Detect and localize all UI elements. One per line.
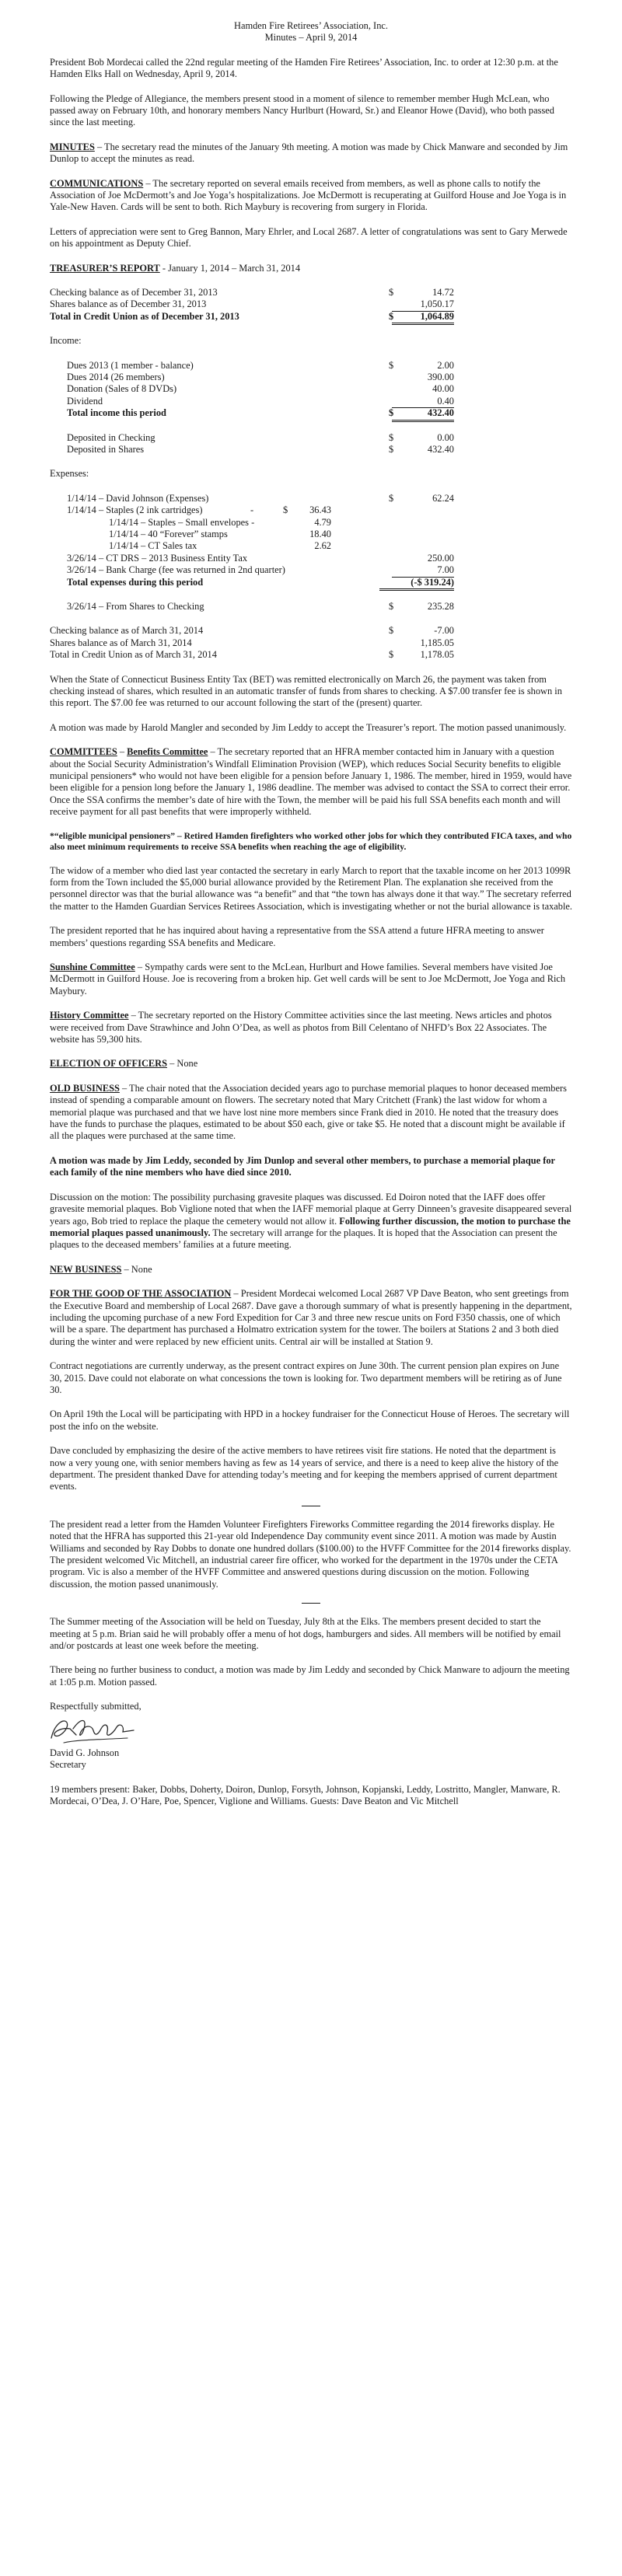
row-label: Total income this period: [67, 407, 166, 419]
call-to-order: President Bob Mordecai called the 22nd regular meeting of the Hamden Fire Retirees’ Association, Inc. to order at 12:30 p.m. at the Hamden Elks Hall on Wednesday, April 9, 2014.: [50, 56, 558, 80]
benefits-heading: Benefits Committee: [127, 746, 208, 758]
dollar-sign: $: [389, 287, 394, 298]
dollar-sign: $: [389, 407, 394, 419]
old-business-text: – The chair noted that the Association decided years ago to purchase memorial plaques to honor deceased members instead of spending a comparable amount on flowers. The secretary noted that Mary Critchett (Frank) the last widow for whom a memorial plaque was purchased and that we have lost nine more members since Frank died in 2010. He noted that the treasury does have the funds to purchase the plaques, estimated to be about $50 each, give or take $5. He noted that a discount might be available if all the plaques were purchased at the same time.: [50, 1082, 567, 1142]
table-row: [50, 287, 572, 298]
communications-section: [50, 178, 572, 214]
table-row-total: [50, 577, 572, 588]
dollar-sign: $: [389, 359, 394, 371]
benefits-text: – The secretary reported that an HFRA member contacted him in January with a question about the Social Security Administration’s Windfall Elimination Provision (WEP), which reduces Social Security benefits to eligible municipal pensioners* who would not have been eligible for a pension before January 1, 1986. The member, hired in 1959, would have been eligible for a pension long before the January 1, 1986 deadline. The member was advised to contact the SSA to correct their error. Once the SSA confirms the member’s date of hire with the Town, the member will be paid his full SSA benefits each month and will receive payment for all past benefits that were improperly withheld.: [50, 746, 572, 818]
row-label: Checking balance as of March 31, 2014: [50, 625, 204, 637]
row-amount: 390.00: [427, 372, 454, 383]
table-row: [50, 649, 572, 661]
expenses-table: [50, 493, 572, 588]
row-label: 1/14/14 – 40 “Forever” stamps: [109, 528, 228, 539]
row-label: Total in Credit Union as of December 31, 2013: [50, 310, 239, 322]
retiree-visits-paragraph: Dave concluded by emphasizing the desire of the active members to have retirees visit fire stations. He noted that the department is now a very young one, with senior members having as few as 14 years of service, and there is a need to keep alive the history of the department. The president thanked Dave for attending today’s meeting and for keeping the members apprised of current department events.: [50, 1445, 559, 1492]
sunshine-heading: Sunshine Committee: [50, 962, 135, 972]
row-label: Dues 2013 (1 member - balance): [67, 359, 194, 371]
letters-paragraph: Letters of appreciation were sent to Greg Bannon, Mary Ehrler, and Local 2687. A letter of congratulations was sent to Gary Merwede on his appointment as Deputy Chief.: [50, 225, 568, 250]
treasurer-period: - January 1, 2014 – March 31, 2014: [159, 262, 301, 274]
row-subamount: 18.40: [309, 528, 331, 539]
row-label: 1/14/14 – David Johnson (Expenses): [67, 492, 209, 504]
table-row: [50, 637, 572, 649]
treasurer-heading-line: [50, 263, 572, 274]
table-row-total: [50, 407, 572, 419]
row-label: Dividend: [67, 395, 103, 407]
plaque-motion: A motion was made by Jim Leddy, seconded by Jim Dunlop and several other members, to purchase a memorial plaque for each family of the nine members who have died since 2010.: [50, 1154, 555, 1178]
history-section: [50, 1010, 572, 1045]
income-table: [50, 360, 572, 420]
row-amount: 1,064.89: [392, 311, 454, 325]
history-heading: History Committee: [50, 1010, 129, 1021]
dollar-sign: $: [389, 431, 394, 443]
dollar-sign: $: [389, 625, 394, 637]
treasurer-motion: A motion was made by Harold Mangler and seconded by Jim Leddy to accept the Treasurer’s report. The motion passed unanimously.: [50, 721, 567, 733]
table-row: [50, 504, 572, 516]
new-business-section: [50, 1264, 572, 1276]
closing-balances-table: [50, 625, 572, 661]
expenses-label: Expenses:: [50, 468, 89, 480]
organization-name: Hamden Fire Retirees’ Association, Inc.: [234, 20, 388, 31]
fireworks-paragraph: The president read a letter from the Hamden Volunteer Firefighters Fireworks Committee regarding the 2014 fireworks display. He noted that the HFRA has supported this 21-year old Independence Day community event since 2011. A motion was made by Austin Williams and seconded by Ray Dobbs to donate one hundred dollars ($100.00) to the HVFF Committee for the 2014 fireworks display. The president welcomed Vic Mitchell, an industrial career fire officer, who worked for the department in the 1970s under the CETA program. Vic is also a member of the HVFF Committee and answered questions during discussion on the motion. Following discussion, the motion passed unanimously.: [50, 1518, 571, 1590]
new-business-heading: NEW BUSINESS: [50, 1263, 122, 1275]
attendance-paragraph: 19 members present: Baker, Dobbs, Doherty, Doiron, Dunlop, Forsyth, Johnson, Kopjanski, Leddy, Lostritto, Mangler, Manware, R. Mordecai, O’Dea, J. O’Hare, Poe, Spencer, Viglione and Williams. Guests: Dave Beaton and Vic Mitchell: [50, 1783, 561, 1806]
pledge-and-silence: Following the Pledge of Allegiance, the members present stood in a moment of silence to remember member Hugh McLean, who passed away on February 10th, and honorary members Nancy Hurlburt (Howard, Sr.) and Eleanor Howe (David), who both passed since the last meeting.: [50, 92, 554, 128]
summer-meeting-paragraph: The Summer meeting of the Association will be held on Tuesday, July 8th at the Elks. The members present decided to start the meeting at 5 p.m. Brian said he will probably offer a menu of hot dogs, hamburgers and sides. All members will be notified by email and/or postcards at least one week before the meeting.: [50, 1616, 561, 1652]
communications-heading: COMMUNICATIONS: [50, 177, 144, 189]
plaque-discussion: [50, 1192, 572, 1251]
election-text: – None: [167, 1058, 198, 1070]
secretary-title: Secretary: [50, 1759, 86, 1771]
good-of-association-section: [50, 1288, 572, 1348]
section-divider: [302, 1603, 320, 1604]
row-subamount: 2.62: [314, 540, 331, 552]
row-label: Shares balance as of March 31, 2014: [50, 637, 192, 648]
row-subamount: 4.79: [314, 516, 331, 528]
table-row: [50, 564, 572, 576]
row-amount: 250.00: [427, 552, 454, 564]
table-row: [50, 625, 572, 637]
row-dash: -: [250, 504, 254, 516]
secretary-name: David G. Johnson: [50, 1747, 120, 1758]
row-amount: -7.00: [434, 625, 454, 637]
ssa-representative-paragraph: The president reported that he has inquired about having a representative from the SSA attend a future HFRA meeting to answer members’ questions regarding SSA benefits and Medicare.: [50, 925, 544, 948]
row-label: Dues 2014 (26 members): [67, 372, 165, 383]
sunshine-section: [50, 962, 572, 997]
row-amount: 432.40: [427, 444, 454, 456]
document-body: [50, 20, 572, 1820]
dollar-sign: $: [389, 492, 394, 504]
row-amount: 40.00: [432, 383, 454, 395]
signature: [50, 1716, 572, 1747]
row-label: Deposited in Checking: [67, 431, 156, 443]
table-row: [50, 529, 572, 540]
committees-heading: COMMITTEES: [50, 746, 117, 758]
dollar-sign: $: [389, 444, 394, 456]
communications-text: – The secretary reported on several emails received from members, as well as phone calls to notify the Association of Joe McDermott’s and Joe Yoga’s hospitalizations. Joe McDermott is recuperating at Guilford House and Joe Yoga is in Yale-New Haven. Cards will be sent to both. Rich Maybury is recovering from surgery in Florida.: [50, 177, 567, 213]
widow-paragraph: The widow of a member who died last year contacted the secretary in early March to report that the taxable income on her 2013 1099R form from the Town included the $5,000 burial allowance provided by the Retirement Plan. The explanation she received from the personnel director was that the burial allowance was “a benefit” and that “the town has always done it that way.” The secretary referred the matter to the Hamden Guardian Services Retirees Association, which is investigating whether or not the burial allowance is taxable.: [50, 864, 572, 912]
row-amount: (-$ 319.24): [379, 577, 454, 591]
discussion-followup: The secretary will arrange for the plaques. It is hoped that the Association can present the plaques to the deceased members’ families at a future meeting.: [50, 1227, 557, 1251]
transfer-table: [50, 601, 572, 613]
table-row: [50, 540, 572, 552]
row-amount: 1,050.17: [392, 298, 454, 311]
table-row: [50, 360, 572, 372]
row-label: Total expenses during this period: [67, 576, 204, 588]
row-label: 3/26/14 – From Shares to Checking: [67, 600, 204, 612]
row-amount: 62.24: [432, 492, 454, 504]
pensioners-footnote: *“eligible municipal pensioners” – Retired Hamden firefighters who worked other jobs for which they contributed FICA taxes, and who also meet minimum requirements to receive SSA benefits when reaching the age of eligibility.: [50, 830, 572, 852]
row-label: Shares balance as of December 31, 2013: [50, 298, 207, 310]
adjournment-paragraph: There being no further business to conduct, a motion was made by Jim Leddy and seconded by Chick Manware to adjourn the meeting at 1:05 p.m. Motion passed.: [50, 1664, 570, 1688]
good-of-association-text: – President Mordecai welcomed Local 2687 VP Dave Beaton, who sent greetings from the Executive Board and membership of Local 2687. Dave gave a thorough summary of what is presently happening in the department, including the upcoming purchase of a new Ford Expedition for Car 3 and three new rescue units on Ford F350 chassis, one of which will be a spare. The department has purchased a Holmatro extrication system for the tower. The boilers at Stations 2 and 3 both died during the winter and were replaced by new efficient units. Central air will be installed at Station 9.: [50, 1288, 572, 1347]
table-row: [50, 553, 572, 564]
row-amount: 1,178.05: [420, 649, 454, 661]
table-row: [50, 383, 572, 395]
table-row: [50, 432, 572, 444]
minutes-heading: MINUTES: [50, 141, 95, 152]
respectfully-submitted: Respectfully submitted,: [50, 1701, 142, 1712]
row-label: 3/26/14 – CT DRS – 2013 Business Entity Tax: [67, 552, 248, 564]
old-business-section: [50, 1083, 572, 1143]
sunshine-text: – Sympathy cards were sent to the McLean, Hurlburt and Howe families. Several members have visited Joe McDermott in Guilford House. Joe is recovering from a broken hip. Get well cards will be sent to Joe McDermott, Joe Yoga and Rich Maybury.: [50, 962, 566, 997]
signature-scribble: [47, 1712, 140, 1747]
table-row: [50, 444, 572, 456]
row-label: Donation (Sales of 8 DVDs): [67, 383, 177, 395]
committees-section: COMMITTEES – Benefits Committee – The secretary reported that an HFRA member contacted him in January with a question about the Social Security Administration’s Windfall Elimination Provision (WEP), which reduces Social Security benefits to eligible municipal pensioners* who would not have been eligible for a pension before January 1, 1986. The member, hired in 1959, would have been eligible for a pension long before the January 1, 1986 deadline. The member was advised to contact the SSA to correct their error. Once the SSA confirms the member’s date of hire with the Town, the member will be paid his full SSA benefits each month and will receive payment for all past benefits that were improperly withheld.: [50, 746, 572, 818]
old-business-heading: OLD BUSINESS: [50, 1082, 120, 1094]
minutes-text: – The secretary read the minutes of the January 9th meeting. A motion was made by Chick Manware and seconded by Jim Dunlop to accept the minutes as read.: [50, 141, 568, 165]
table-row: [50, 517, 572, 529]
discussion-result: Following further discussion, the motion to purchase the memorial plaques passed unanimously.: [50, 1215, 571, 1238]
deposits-table: [50, 432, 572, 456]
dollar-sign: $: [389, 600, 394, 612]
row-amount: 7.00: [392, 564, 454, 577]
row-subamount: 36.43: [309, 504, 331, 516]
good-of-association-heading: FOR THE GOOD OF THE ASSOCIATION: [50, 1288, 232, 1300]
row-amount: 0.00: [437, 431, 454, 443]
contract-paragraph: Contract negotiations are currently underway, as the present contract expires on June 30th. The current pension plan expires on June 30, 2015. Dave could not elaborate on what concessions the town is looking for. Two department members will be retiring as of June 30.: [50, 1360, 562, 1395]
dollar-sign: $: [283, 504, 288, 516]
election-heading: ELECTION OF OFFICERS: [50, 1058, 168, 1070]
document-header: [50, 20, 572, 44]
bet-note: When the State of Connecticut Business Entity Tax (BET) was remitted electronically on March 26, the payment was taken from checking instead of shares, which resulted in an automatic transfer of funds from shares to checking. A $7.00 transfer fee is shown in this report. The $7.00 fee was returned to our account following the start of the (present) quarter.: [50, 673, 562, 709]
table-row: [50, 372, 572, 383]
new-business-text: – None: [121, 1263, 152, 1275]
dollar-sign: $: [389, 649, 394, 661]
hockey-paragraph: On April 19th the Local will be participating with HPD in a hockey fundraiser for the Connecticut House of Heroes. The secretary will post the info on the website.: [50, 1408, 570, 1432]
opening-balances-table: [50, 287, 572, 323]
table-row: [50, 493, 572, 504]
discussion-text: Discussion on the motion: The possibility purchasing gravesite plaques was discussed. Ed Doiron noted that the IAFF does offer gravesite memorial plaques. Bob Viglione noted that when the IAFF memorial plaque at Gerry Dinneen’s gravesite disappeared several years ago, Bob tried to replace the plaque the cemetery would not allow it.: [50, 1191, 572, 1227]
row-amount: 1,185.05: [420, 637, 454, 648]
table-row: [50, 396, 572, 407]
treasurer-heading: TREASURER’S REPORT: [50, 262, 160, 274]
dollar-sign: $: [389, 310, 394, 322]
table-row-total: [50, 311, 572, 323]
row-label: Total in Credit Union as of March 31, 2014: [50, 649, 217, 661]
row-label: 1/14/14 – Staples – Small envelopes -: [109, 516, 255, 528]
table-row: [50, 601, 572, 613]
row-amount: 0.40: [392, 396, 454, 408]
minutes-date: Minutes – April 9, 2014: [264, 32, 358, 44]
row-amount: 235.28: [427, 600, 454, 612]
row-label: Deposited in Shares: [67, 444, 145, 456]
row-amount: 14.72: [432, 287, 454, 298]
row-amount: 2.00: [437, 359, 454, 371]
minutes-section: [50, 141, 572, 166]
history-text: – The secretary reported on the History Committee activities since the last meeting. News articles and photos were received from Dave Strawhince and John O’Dea, as well as photos from Bill Celentano of NHFD’s Box 22 Associates. The website has 59,300 hits.: [50, 1010, 552, 1045]
row-amount: 432.40: [392, 407, 454, 421]
row-label: 1/14/14 – CT Sales tax: [109, 540, 197, 552]
election-section: [50, 1058, 572, 1070]
row-label: 1/14/14 – Staples (2 ink cartridges): [67, 504, 203, 516]
row-label: Checking balance as of December 31, 2013: [50, 287, 218, 298]
table-row: [50, 298, 572, 310]
row-label: 3/26/14 – Bank Charge (fee was returned in 2nd quarter): [67, 564, 285, 576]
income-label: Income:: [50, 335, 82, 347]
